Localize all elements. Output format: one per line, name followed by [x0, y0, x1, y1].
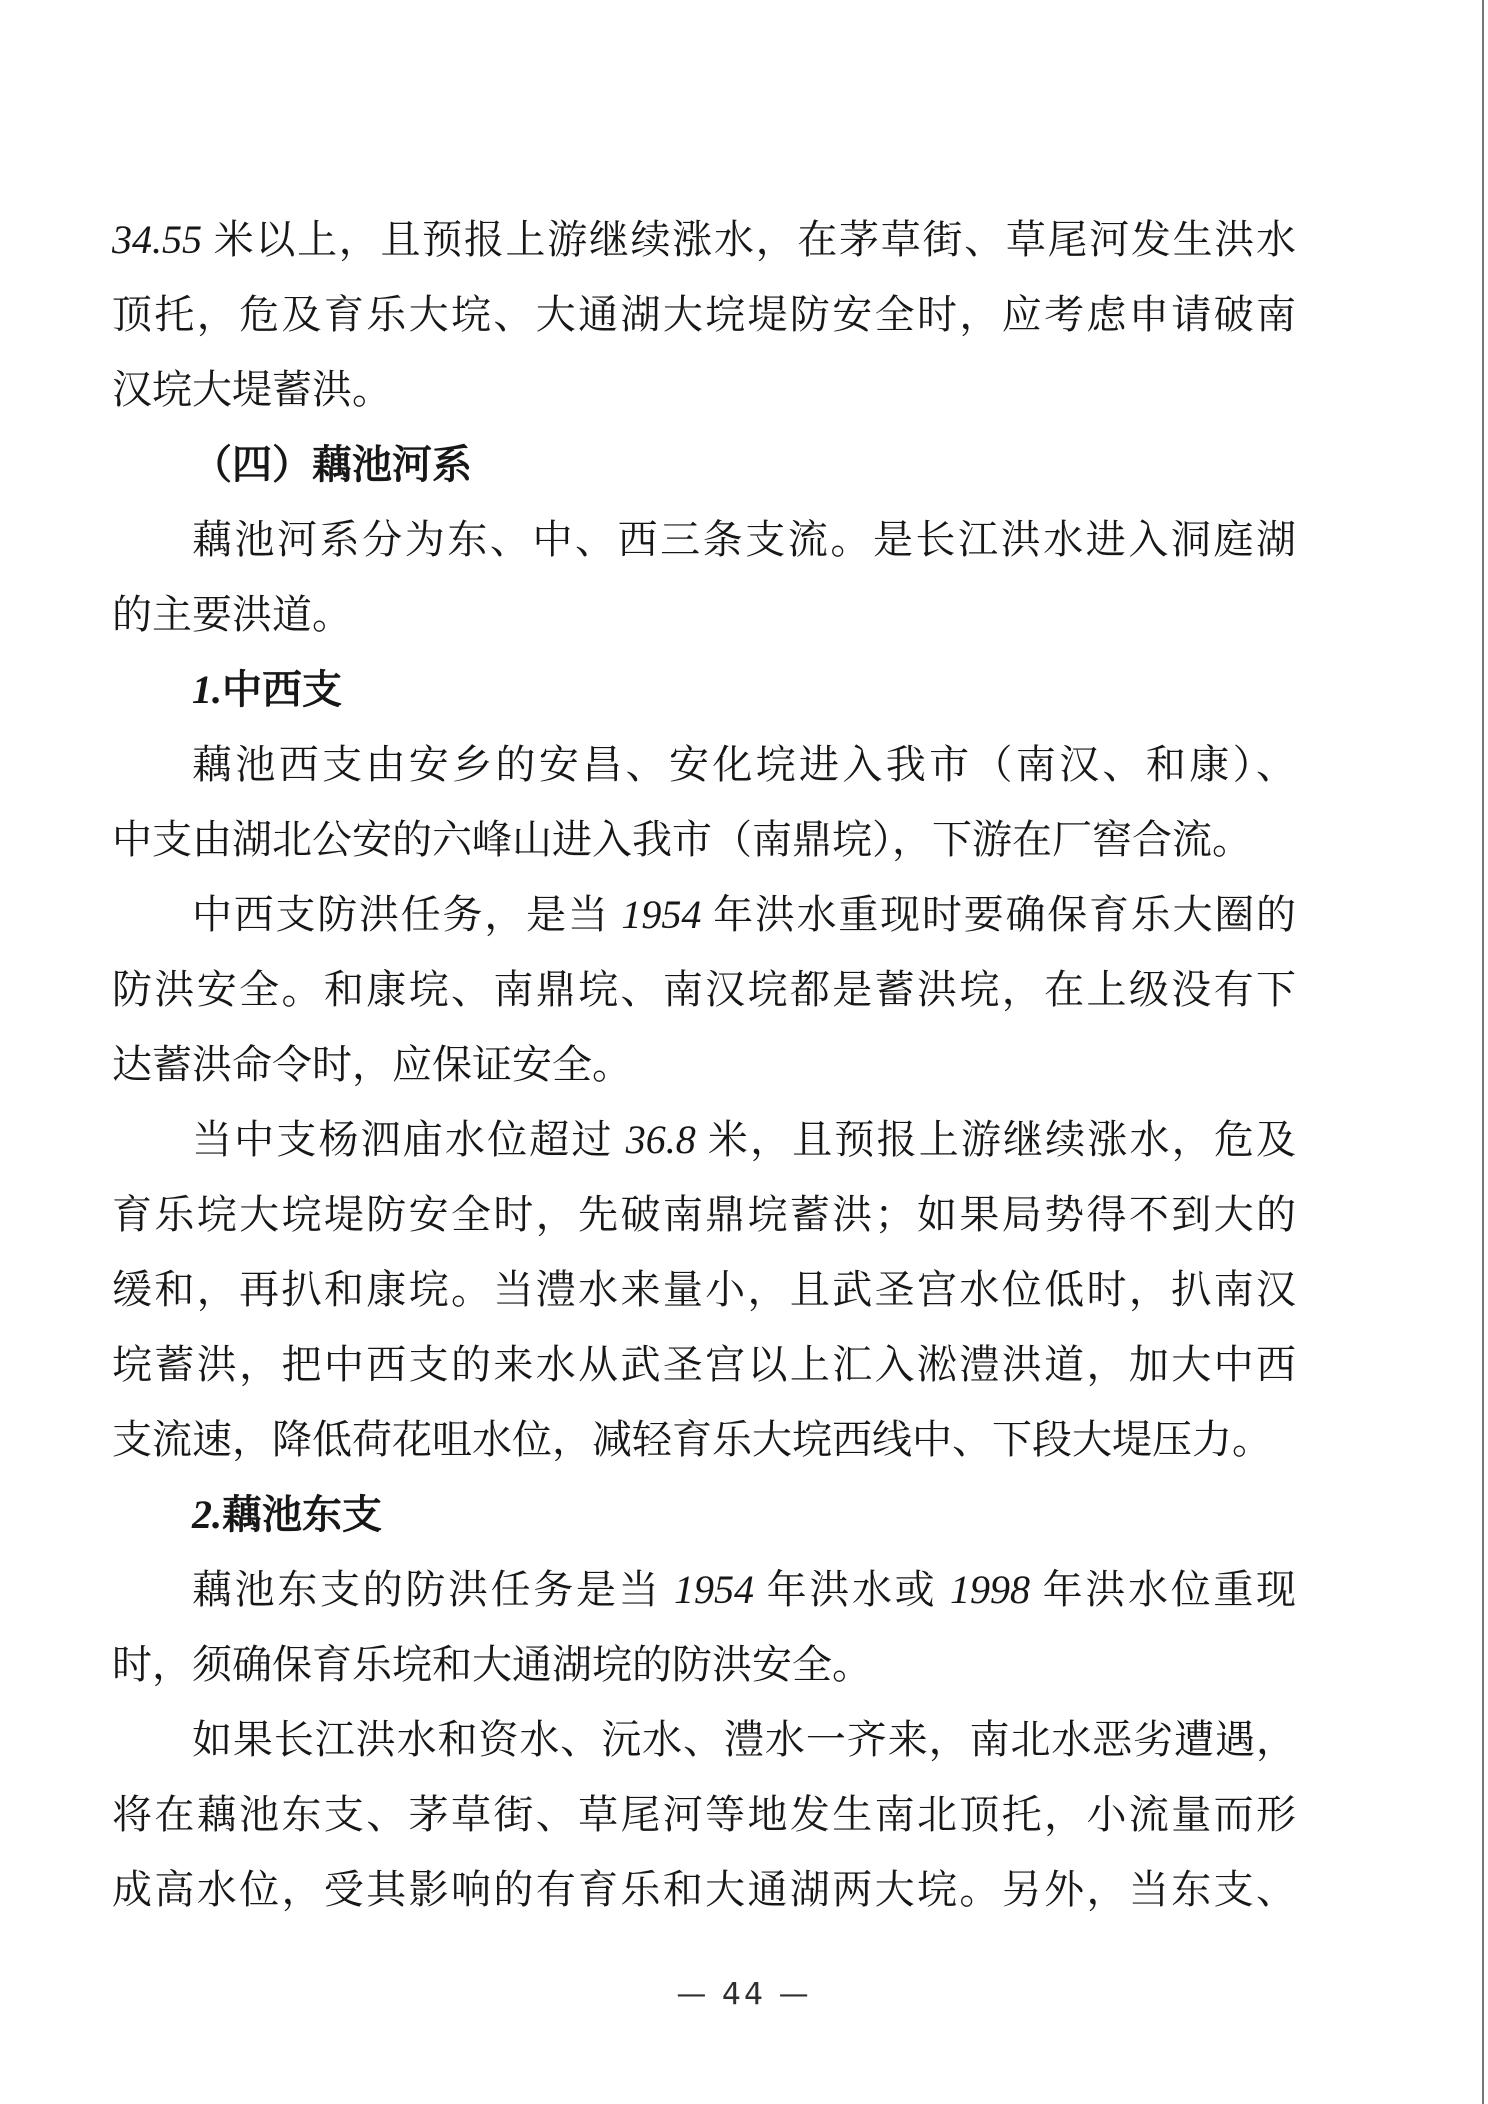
heading-line: 2.藕池东支 [192, 1492, 382, 1537]
page-number: — 44 — [676, 1977, 812, 2012]
text-line: 的主要洪道。 [112, 592, 352, 637]
text-line: 藕池西支由安乡的安昌、安化垸进入我市（南汉、和康）、 [192, 742, 1296, 787]
text-line: 汉垸大堤蓄洪。 [112, 367, 392, 412]
text-line: 顶托，危及育乐大垸、大通湖大垸堤防安全时，应考虑申请破南 [112, 292, 1296, 337]
text-line: 藕池东支的防洪任务是当 1954 年洪水或 1998 年洪水位重现 [192, 1567, 1296, 1612]
text-line: 垸蓄洪，把中西支的来水从武圣宫以上汇入淞澧洪道，加大中西 [112, 1342, 1296, 1387]
text-line: 藕池河系分为东、中、西三条支流。是长江洪水进入洞庭湖 [192, 517, 1296, 562]
text-line: 34.55 米以上，且预报上游继续涨水，在茅草街、草尾河发生洪水 [112, 217, 1296, 262]
heading-line: （四）藕池河系 [192, 442, 472, 487]
text-line: 支流速，降低荷花咀水位，减轻育乐大垸西线中、下段大堤压力。 [112, 1417, 1272, 1462]
text-line: 防洪安全。和康垸、南鼎垸、南汉垸都是蓄洪垸，在上级没有下 [112, 967, 1296, 1012]
heading-line: 1.中西支 [192, 667, 342, 712]
text-line: 中西支防洪任务，是当 1954 年洪水重现时要确保育乐大圈的 [192, 892, 1297, 937]
text-line: 当中支杨泗庙水位超过 36.8 米，且预报上游继续涨水，危及 [192, 1117, 1297, 1162]
document-text-block [112, 202, 1296, 1927]
text-line: 达蓄洪命令时，应保证安全。 [112, 1042, 632, 1087]
text-line: 成高水位，受其影响的有育乐和大通湖两大垸。另外，当东支、 [112, 1867, 1296, 1912]
text-line: 将在藕池东支、茅草街、草尾河等地发生南北顶托，小流量而形 [112, 1792, 1296, 1837]
text-line: 时，须确保育乐垸和大通湖垸的防洪安全。 [112, 1642, 872, 1687]
text-line: 育乐垸大垸堤防安全时，先破南鼎垸蓄洪；如果局势得不到大的 [112, 1192, 1296, 1237]
text-line: 如果长江洪水和资水、沅水、澧水一齐来，南北水恶劣遭遇， [192, 1717, 1296, 1762]
scan-edge-line [1482, 0, 1484, 2104]
text-line: 缓和，再扒和康垸。当澧水来量小，且武圣宫水位低时，扒南汉 [112, 1267, 1296, 1312]
text-line: 中支由湖北公安的六峰山进入我市（南鼎垸），下游在厂窖合流。 [112, 817, 1252, 862]
